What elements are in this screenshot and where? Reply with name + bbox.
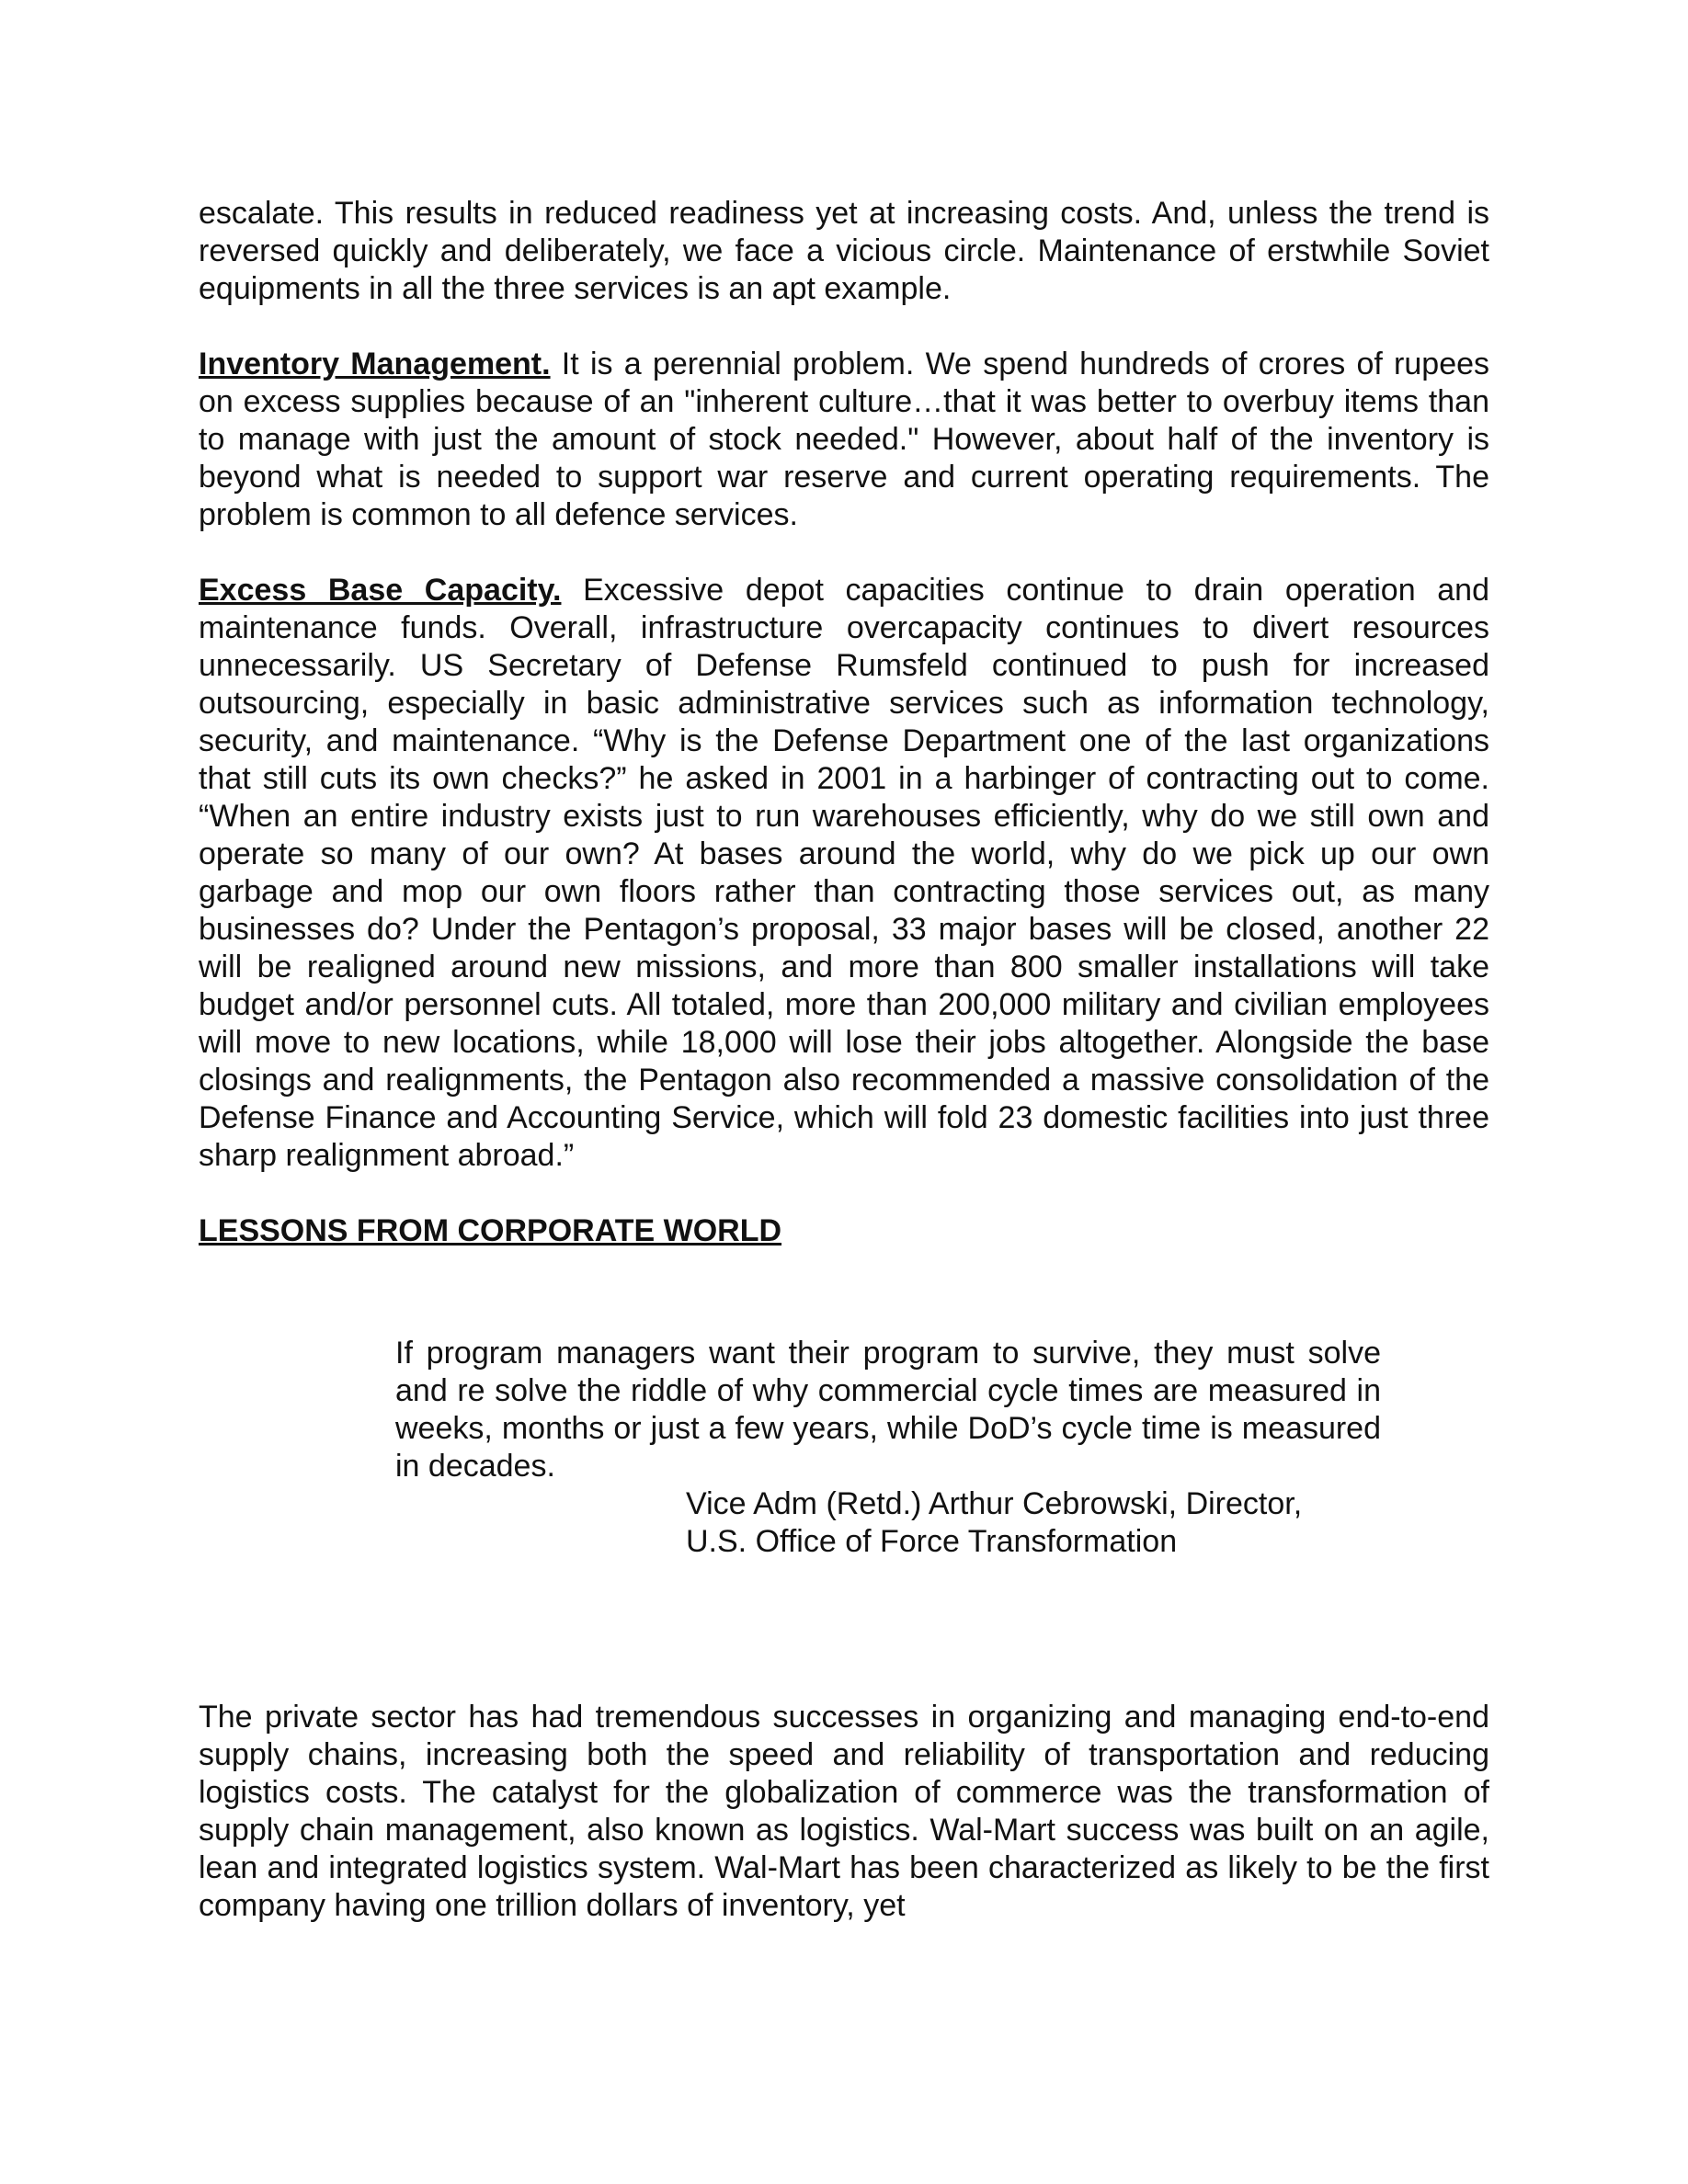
inventory-management-body: It is a perennial problem. We spend hundreds of crores of rupees on excess supplies because of an "inherent culture…that it was better to overbuy items than to manage with just the amount of stock needed." However, about half of the inventory is beyond what is needed to support war reserve and current operating requirements. The problem is common to all defence services. (199, 347, 1490, 532)
quote-attribution (686, 1485, 1381, 1561)
excess-base-capacity-body: Excessive depot capacities continue to drain operation and maintenance funds. Overall, infrastructure overcapacity continues to divert resources unnecessarily. US Secretary of Defense Rumsfeld continued to push for increased outsourcing, especially in basic administrative services such as information technology, security, and maintenance. “Why is the Defense Department one of the last organizations that still cuts its own checks?” he asked in 2001 in a harbinger of contracting out to come. “When an entire industry exists just to run warehouses efficiently, why do we still own and operate so many of our own? At bases around the world, why do we pick up our own garbage and mop our own floors rather than contracting those services out, as many businesses do? Under the Pentagon’s proposal, 33 major bases will be closed, another 22 will be realigned around new missions, and more than 800 smaller installations will take budget and/or personnel cuts. All totaled, more than 200,000 military and civilian employees will move to new locations, while 18,000 will lose their jobs altogether. Alongside the base closings and realignments, the Pentagon also recommended a massive consolidation of the Defense Finance and Accounting Service, which will fold 23 domestic facilities into just three sharp realignment abroad.” (199, 573, 1489, 1173)
block-quote (395, 1335, 1381, 1561)
quote-text: If program managers want their program to survive, they must solve and re solve the riddle of why commercial cycle times are measured in weeks, months or just a few years, while DoD’s cycle time is measured in decades. (395, 1336, 1381, 1484)
section-heading-lessons: LESSONS FROM CORPORATE WORLD (199, 1213, 782, 1248)
excess-base-capacity-heading: Excess Base Capacity. (199, 573, 562, 608)
inventory-management-paragraph (199, 346, 1489, 534)
intro-paragraph: escalate. This results in reduced readiness yet at increasing costs. And, unless the trend is reversed quickly and deliberately, we face a vicious circle. Maintenance of erstwhile Soviet equipments in all the three services is an apt example. (199, 196, 1489, 306)
attribution-line-2: U.S. Office of Force Transformation (686, 1524, 1178, 1559)
closing-paragraph: The private sector has had tremendous successes in organizing and managing end-to-end supply chains, increasing both the speed and reliability of transportation and reducing logistics costs. The catalyst for the globalization of commerce was the transformation of supply chain management, also known as logistics. Wal-Mart success was built on an agile, lean and integrated logistics system. Wal-Mart has been characterized as likely to be the first company having one trillion dollars of inventory, yet (199, 1700, 1489, 1923)
document-page (199, 195, 1489, 1962)
excess-base-capacity-paragraph (199, 572, 1489, 1175)
attribution-line-1: Vice Adm (Retd.) Arthur Cebrowski, Director, (686, 1486, 1303, 1521)
inventory-management-heading: Inventory Management. (199, 347, 551, 381)
